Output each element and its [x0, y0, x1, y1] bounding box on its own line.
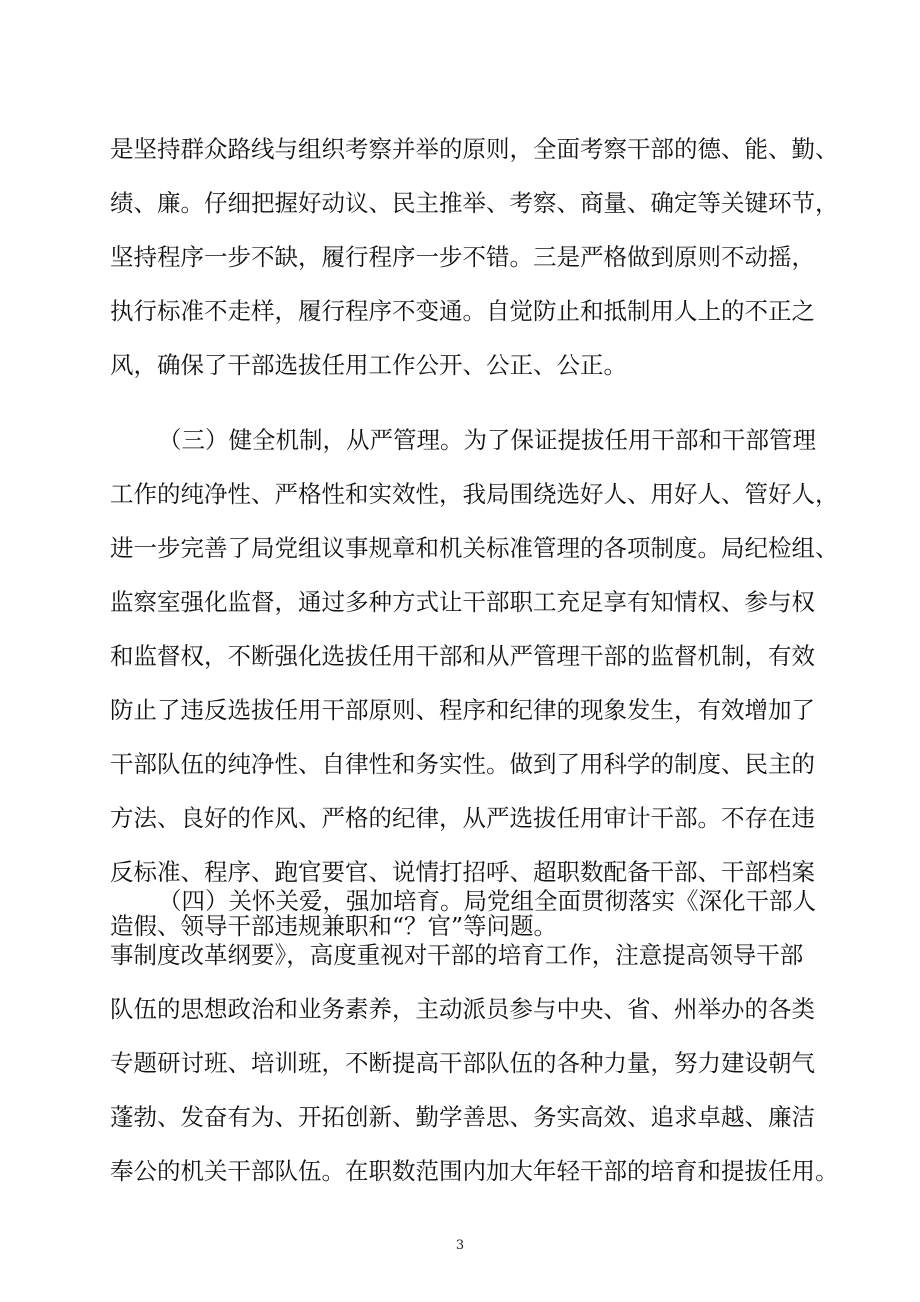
- text-line: 造假、领导干部违规兼职和“？官”等问题。: [110, 912, 558, 940]
- text-line: 进一步完善了局党组议事规章和机关标准管理的各项制度。局纪检组、: [110, 534, 839, 562]
- text-line: 方法、良好的作风、严格的纪律，从严选拔任用审计干部。不存在违: [110, 804, 815, 832]
- paragraph-heading-line: （三）健全机制，从严管理。为了保证提拔任用干部和干部管理: [158, 426, 816, 454]
- text-line: 和监督权，不断强化选拔任用干部和从严管理干部的监督机制，有效: [110, 642, 815, 670]
- text-line: 执行标准不走样，履行程序不变通。自觉防止和抵制用人上的不正之: [110, 297, 815, 325]
- text-line: 奉公的机关干部队伍。在职数范围内加大年轻干部的培育和提拔任用。: [110, 1157, 839, 1185]
- text-line: 防止了违反选拔任用干部原则、程序和纪律的现象发生，有效增加了: [110, 696, 815, 724]
- page-number: 3: [455, 1238, 465, 1253]
- paragraph-heading-line: （四）关怀关爱，强加培育。局党组全面贯彻落实《深化干部人: [158, 887, 816, 915]
- text-line: 监察室强化监督，通过多种方式让干部职工充足享有知情权、参与权: [110, 588, 815, 616]
- text-line: 队伍的思想政治和业务素养，主动派员参与中央、省、州举办的各类: [110, 995, 815, 1023]
- text-line: 蓬勃、发奋有为、开拓创新、勤学善思、务实高效、追求卓越、廉洁: [110, 1103, 815, 1131]
- text-line: 工作的纯净性、严格性和实效性，我局围绕选好人、用好人、管好人，: [110, 480, 839, 508]
- text-line: 反标准、程序、跑官要官、说情打招呼、超职数配备干部、干部档案: [110, 858, 815, 886]
- text-line: 专题研讨班、培训班，不断提高干部队伍的各种力量，努力建设朝气: [110, 1049, 815, 1077]
- text-line: 绩、廉。仔细把握好动议、民主推举、考察、商量、确定等关键环节，: [110, 189, 839, 217]
- text-line: 风，确保了干部选拔任用工作公开、公正、公正。: [110, 351, 627, 379]
- text-line: 是坚持群众路线与组织考察并举的原则，全面考察干部的德、能、勤、: [110, 135, 839, 163]
- text-line: 事制度改革纲要》，高度重视对干部的培育工作，注意提高领导干部: [110, 941, 804, 969]
- text-line: 坚持程序一步不缺，履行程序一步不错。三是严格做到原则不动摇，: [110, 243, 815, 271]
- text-line: 干部队伍的纯净性、自律性和务实性。做到了用科学的制度、民主的: [110, 750, 815, 778]
